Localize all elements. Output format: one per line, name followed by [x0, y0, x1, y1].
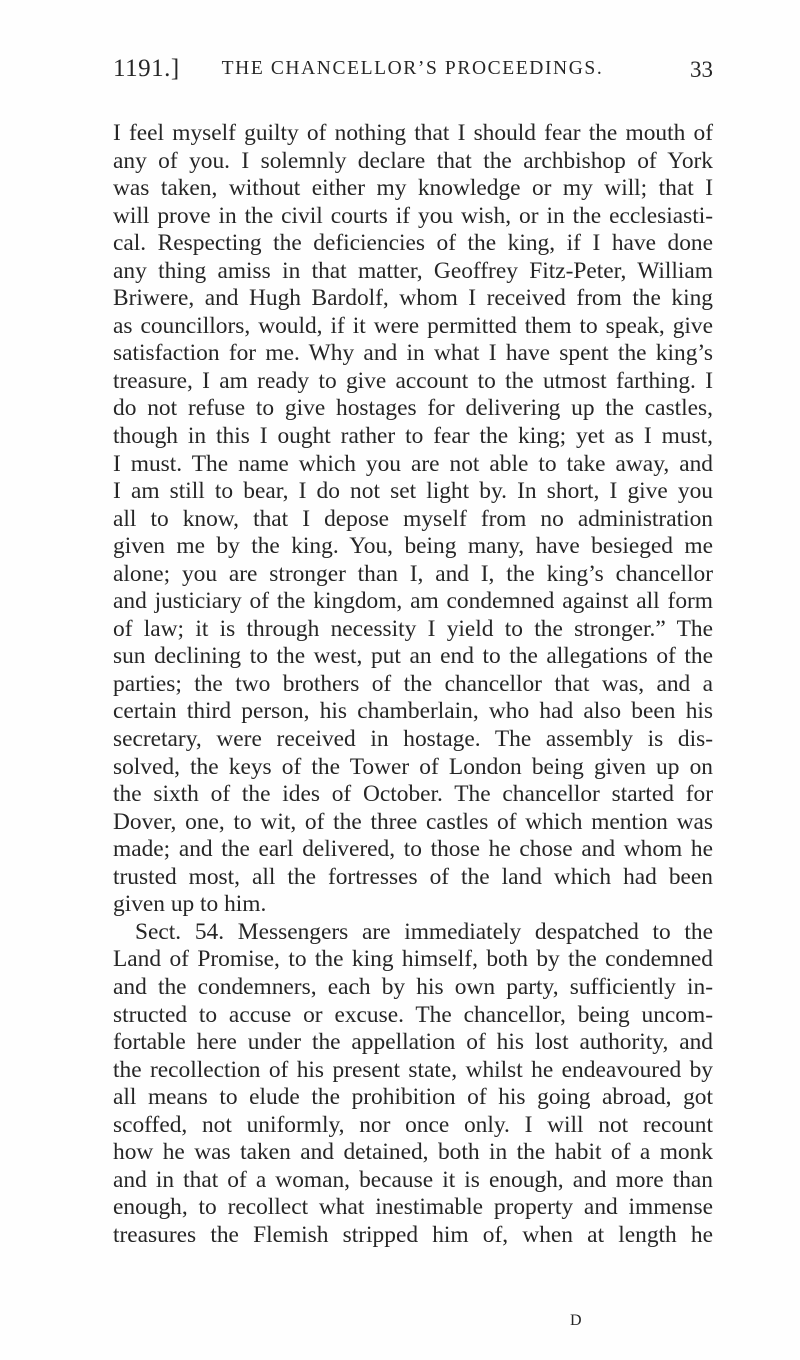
- body-text: [113, 120, 713, 1249]
- text-line: the recollection of his present state, whilst he endeavoured by: [113, 1056, 713, 1083]
- text-line: made; and the earl delivered, to those he chose and whom he: [113, 836, 713, 863]
- text-line: secretary, were received in hostage. The assembly is dis-: [113, 726, 713, 753]
- text-line: all to know, that I depose myself from no administration: [113, 505, 713, 532]
- running-head: [113, 55, 713, 95]
- text-line: I am still to bear, I do not set light by. In short, I give you: [113, 478, 713, 505]
- text-line: will prove in the civil courts if you wish, or in the ecclesiasti-: [113, 202, 713, 229]
- text-line: and justiciary of the kingdom, am condemned against all form: [113, 588, 713, 615]
- text-line: parties; the two brothers of the chancellor that was, and a: [113, 670, 713, 697]
- text-line: satisfaction for me. Why and in what I have spent the king’s: [113, 340, 713, 367]
- text-line: enough, to recollect what inestimable property and immense: [113, 1194, 713, 1221]
- text-line: the sixth of the ides of October. The chancellor started for: [113, 781, 713, 808]
- text-line: fortable here under the appellation of his lost authority, and: [113, 1029, 713, 1056]
- text-line: given up to him.: [113, 891, 267, 918]
- text-line: of law; it is through necessity I yield to the stronger.” The: [113, 615, 713, 642]
- text-line: cal. Respecting the deficiencies of the king, if I have done: [113, 230, 713, 257]
- text-line: any of you. I solemnly declare that the archbishop of York: [113, 147, 713, 174]
- signature-mark: D: [570, 1312, 583, 1329]
- text-line: how he was taken and detained, both in the habit of a monk: [113, 1139, 713, 1166]
- text-line: Briwere, and Hugh Bardolf, whom I received from the king: [113, 285, 713, 312]
- running-head-year: 1191.]: [113, 55, 180, 82]
- text-line: solved, the keys of the Tower of London being given up on: [113, 753, 713, 780]
- text-line: Land of Promise, to the king himself, both by the condemned: [113, 946, 713, 973]
- text-line: I feel myself guilty of nothing that I should fear the mouth of: [113, 120, 713, 146]
- text-line: given me by the king. You, being many, have besieged me: [113, 533, 713, 560]
- text-line: as councillors, would, if it were permitted them to speak, give: [113, 312, 713, 339]
- running-head-title: THE CHANCELLOR’S PROCEEDINGS.: [221, 58, 604, 79]
- text-line: scoffed, not uniformly, nor once only. I will not recount: [113, 1111, 713, 1138]
- text-line: and in that of a woman, because it is enough, and more than: [113, 1166, 713, 1193]
- text-line: I must. The name which you are not able to take away, and: [113, 450, 713, 477]
- text-line: treasure, I am ready to give account to the utmost farthing. I: [113, 367, 713, 394]
- text-line: treasures the Flemish stripped him of, when at length he: [113, 1221, 713, 1248]
- text-line: was taken, without either my knowledge or my will; that I: [113, 175, 713, 202]
- text-line: though in this I ought rather to fear the king; yet as I must,: [113, 423, 713, 450]
- text-line: all means to elude the prohibition of his going abroad, got: [113, 1084, 713, 1111]
- text-line: sun declining to the west, put an end to the allegations of the: [113, 643, 713, 670]
- text-line: Sect. 54. Messengers are immediately despatched to the: [135, 918, 713, 945]
- text-line: alone; you are stronger than I, and I, the king’s chancellor: [113, 560, 713, 587]
- text-line: do not refuse to give hostages for delivering up the castles,: [113, 395, 713, 422]
- text-line: structed to accuse or excuse. The chancellor, being uncom-: [113, 1001, 713, 1028]
- page-number: 33: [690, 57, 713, 82]
- text-line: certain third person, his chamberlain, who had also been his: [113, 698, 713, 725]
- text-line: any thing amiss in that matter, Geoffrey Fitz-Peter, William: [113, 257, 713, 284]
- text-line: Dover, one, to wit, of the three castles of which mention was: [113, 808, 713, 835]
- text-line: trusted most, all the fortresses of the land which had been: [113, 863, 713, 890]
- text-line: and the condemners, each by his own party, sufficiently in-: [113, 973, 713, 1000]
